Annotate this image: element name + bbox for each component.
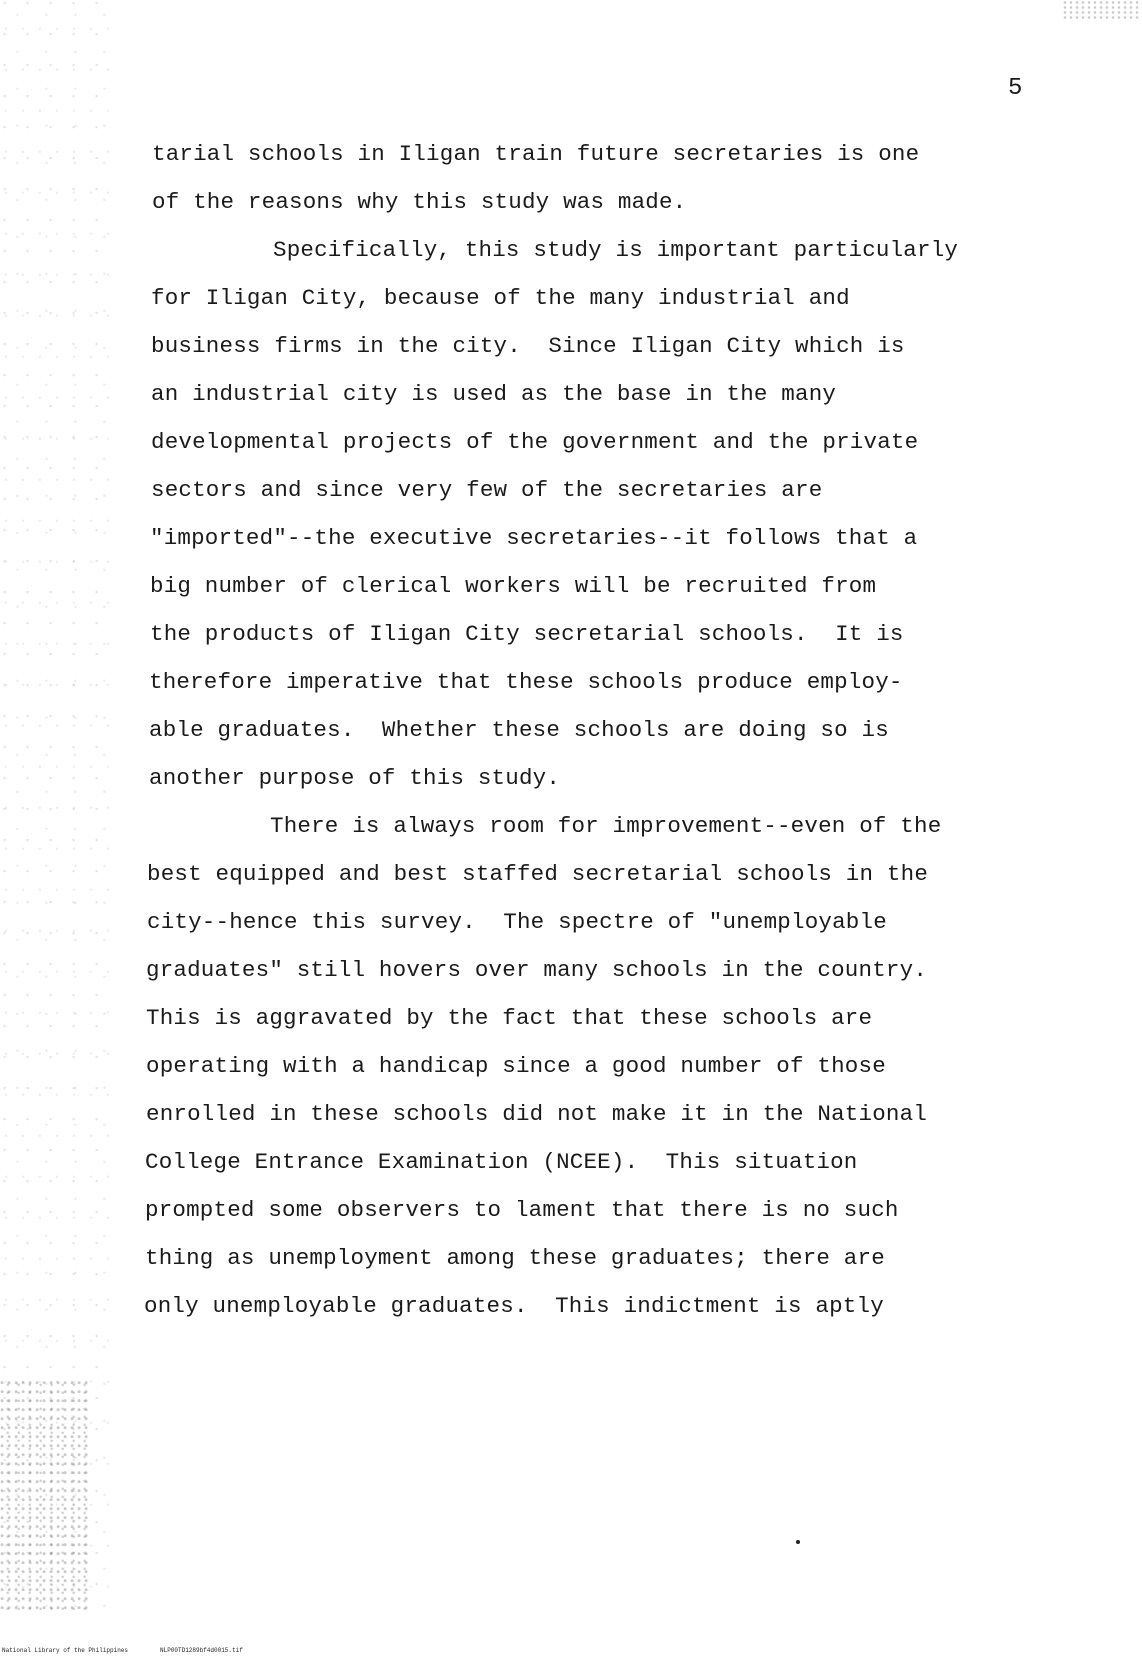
scan-noise-top-right [1062,0,1142,20]
text-line-8: sectors and since very few of the secretaries are [151,477,823,503]
footer-file-id: NLP00TD1289bf4d0015.tif [160,1647,243,1654]
text-line-9: "imported"--the executive secretaries--it follows that a [150,525,918,551]
text-line-22: College Entrance Examination (NCEE). This situation [145,1149,858,1175]
text-line-14: another purpose of this study. [149,765,561,791]
text-line-20: operating with a handicap since a good number of those [146,1053,886,1079]
text-line-13: able graduates. Whether these schools are doing so is [149,717,889,743]
scan-noise-left [0,0,110,1610]
text-line-16: best equipped and best staffed secretarial schools in the [147,861,929,887]
text-line-12: therefore imperative that these schools produce employ- [149,669,903,695]
text-line-25: only unemployable graduates. This indictment is aptly [144,1293,884,1319]
text-line-4: for Iligan City, because of the many industrial and [151,285,850,311]
text-line-5: business firms in the city. Since Iligan City which is [151,333,905,359]
scan-noise-bottom-left [0,1380,90,1610]
page-number: 5 [1008,75,1023,102]
text-line-3: Specifically, this study is important particularly [273,237,959,263]
text-line-24: thing as unemployment among these graduates; there are [145,1245,885,1271]
footer-library: National Library of the Philippines [2,1647,129,1654]
text-line-21: enrolled in these schools did not make it in the National [146,1101,928,1127]
text-line-1: tarial schools in Iligan train future secretaries is one [152,141,920,167]
text-line-7: developmental projects of the government and the private [151,429,919,455]
text-line-19: This is aggravated by the fact that these schools are [146,1005,873,1031]
text-line-17: city--hence this survey. The spectre of "unemployable [147,909,887,935]
text-line-2: of the reasons why this study was made. [152,189,687,215]
text-line-15: There is always room for improvement--even of the [270,813,942,839]
ink-dot [796,1540,800,1544]
text-line-23: prompted some observers to lament that there is no such [145,1197,899,1223]
text-line-6: an industrial city is used as the base in the many [151,381,837,407]
text-line-18: graduates" still hovers over many schools in the country. [146,957,928,983]
text-line-10: big number of clerical workers will be recruited from [150,573,877,599]
text-line-11: the products of Iligan City secretarial schools. It is [150,621,904,647]
